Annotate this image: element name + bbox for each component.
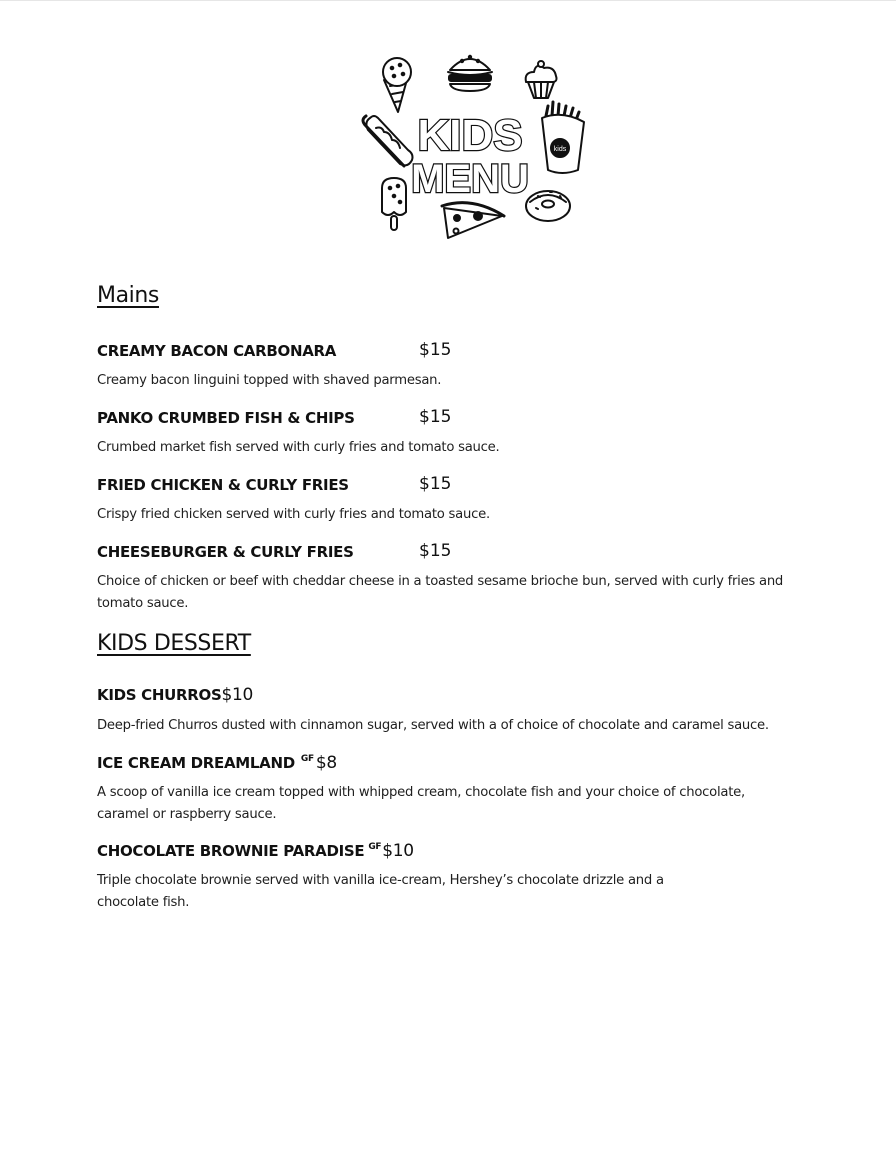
gluten-free-tag: GF: [368, 842, 382, 852]
menu-item-name: PANKO CRUMBED FISH & CHIPS: [97, 409, 355, 427]
menu-item-kids-churros: [97, 685, 253, 705]
menu-item-name: CHEESEBURGER & CURLY FRIES: [97, 543, 354, 561]
menu-item-price: $15: [419, 407, 452, 427]
menu-item-description: Choice of chicken or beef with cheddar cheese in a toasted sesame brioche bun, served with curly fries and tomato sauce.: [97, 574, 784, 611]
menu-item-price: $15: [419, 541, 452, 561]
fries-icon: [542, 102, 584, 173]
section-title-dessert: KIDS DESSERT: [97, 631, 251, 656]
burger-icon: [448, 56, 492, 91]
menu-item-description: Triple chocolate brownie served with vanilla ice-cream, Hershey’s chocolate drizzle and a chocolate fish.: [97, 873, 664, 910]
menu-item-ice-cream-dreamland: [97, 753, 337, 773]
gluten-free-tag: GF: [300, 754, 314, 764]
menu-item-price: $15: [419, 474, 452, 494]
kids-menu-logo: [352, 46, 592, 246]
menu-item-name: ICE CREAM DREAMLAND: [97, 754, 295, 772]
menu-item-name: FRIED CHICKEN & CURLY FRIES: [97, 476, 349, 494]
menu-item-price: $8: [315, 753, 337, 773]
menu-item-price: $10: [221, 685, 254, 705]
section-title-mains: Mains: [97, 283, 159, 308]
logo-menu-word: MENU: [411, 157, 529, 201]
pizza-slice-icon: [442, 203, 504, 238]
hotdog-icon: [363, 116, 413, 166]
donut-icon: [526, 191, 570, 221]
menu-item-name: CHOCOLATE BROWNIE PARADISE: [97, 842, 365, 860]
menu-item-name: KIDS CHURROS: [97, 686, 222, 704]
menu-item-description: Crispy fried chicken served with curly fries and tomato sauce.: [97, 507, 490, 522]
menu-item-description: Crumbed market fish served with curly fries and tomato sauce.: [97, 440, 500, 455]
menu-item-description: A scoop of vanilla ice cream topped with whipped cream, chocolate fish and your choice of chocolate, caramel or raspberry sauce.: [97, 785, 745, 822]
menu-item-price: $15: [419, 340, 452, 360]
popsicle-icon: [382, 178, 406, 230]
ice-cream-cone-icon: [383, 58, 411, 112]
menu-item-description: Deep-fried Churros dusted with cinnamon sugar, served with a of choice of chocolate and caramel sauce.: [97, 718, 769, 733]
cupcake-icon: [526, 61, 557, 98]
menu-item-chocolate-brownie-paradise: [97, 841, 414, 861]
menu-item-description: Creamy bacon linguini topped with shaved parmesan.: [97, 373, 442, 388]
menu-item-name: CREAMY BACON CARBONARA: [97, 342, 337, 360]
page-top-border: [0, 0, 896, 1]
fries-logo-label: kids: [553, 146, 567, 153]
logo-kids-word: KIDS: [417, 111, 523, 160]
kids-menu-logo-art: [352, 46, 592, 246]
menu-item-price: $10: [382, 841, 414, 861]
